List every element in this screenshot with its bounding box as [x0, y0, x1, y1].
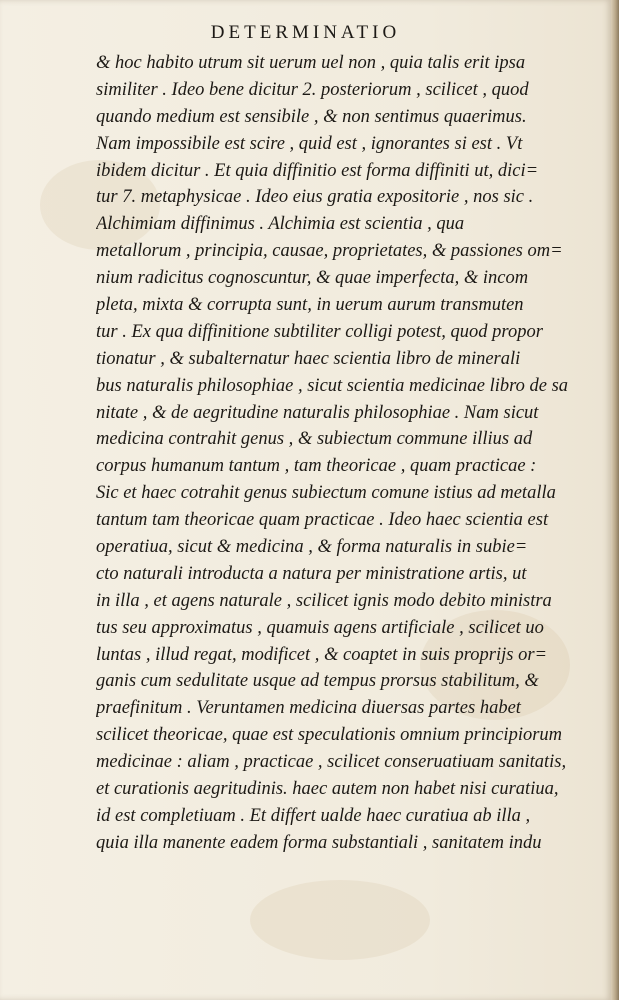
text-line: Sic et haec cotrahit genus subiectum comune istius ad metalla [96, 483, 556, 504]
text-line: pleta, mixta & corrupta sunt, in uerum aurum transmuten [96, 295, 524, 316]
text-line: tus seu approximatus , quamuis agens artificiale , scilicet uo [96, 617, 544, 638]
text-line: ibidem dicitur . Et quia diffinitio est forma diffiniti ut, dici= [96, 160, 539, 181]
text-line: Alchimiam diffinimus . Alchimia est scientia , qua [96, 214, 465, 235]
text-line: nitate , & de aegritudine naturalis philosophiae . Nam sicut [96, 402, 539, 423]
text-line: operatiua, sicut & medicina , & forma naturalis in subie= [96, 537, 528, 558]
text-line: & hoc habito utrum sit uerum uel non , quia talis erit ipsa [96, 53, 526, 73]
text-line: medicinae : aliam , practicae , scilicet conseruatiuam sanitatis, [96, 752, 567, 773]
text-line: tur 7. metaphysicae . Ideo eius gratia expositorie , nos sic . [96, 187, 534, 208]
text-line: in illa , et agens naturale , scilicet ignis modo debito ministra [96, 590, 552, 611]
running-head: DETERMINATIO [210, 22, 401, 43]
text-line: et curationis aegritudinis. haec autem non habet nisi curatiua, [96, 779, 559, 800]
text-line: bus naturalis philosophiae , sicut scientia medicinae libro de sa [96, 375, 569, 396]
paper-stain [250, 880, 430, 960]
text-line: nium radicitus cognoscuntur, & quae imperfecta, & incom [96, 268, 529, 289]
text-line: Nam impossibile est scire , quid est , ignorantes si est . Vt [96, 133, 523, 154]
text-line: medicina contrahit genus , & subiectum commune illius ad [96, 429, 533, 450]
text-line: corpus humanum tantum , tam theoricae , quam practicae : [96, 456, 537, 477]
text-line: id est completiuam . Et differt ualde haec curatiua ab illa , [96, 805, 531, 826]
text-line: luntas , illud regat, modificet , & coaptet in suis proprijs or= [96, 644, 548, 665]
text-line: tionatur , & subalternatur haec scientia libro de minerali [96, 348, 521, 369]
text-line: praefinitum . Veruntamen medicina diuersas partes habet [96, 698, 521, 719]
text-line: metallorum , principia, causae, proprietates, & passiones om= [96, 241, 563, 262]
text-line: quia illa manente eadem forma substantiali , sanitatem indu [96, 832, 542, 853]
text-line: cto naturali introducta a natura per ministratione artis, ut [96, 563, 527, 584]
body-text [96, 50, 592, 857]
text-line: tantum tam theoricae quam practicae . Ideo haec scientia est [96, 510, 549, 531]
text-line: similiter . Ideo bene dicitur 2. posteriorum , scilicet , quod [96, 79, 529, 100]
page-edge [611, 0, 619, 1000]
text-line: scilicet theoricae, quae est speculationis omnium principiorum [96, 725, 563, 746]
text-line: ganis cum sedulitate usque ad tempus prorsus stabilitum, & [96, 671, 539, 692]
text-line: tur . Ex qua diffinitione subtiliter colligi potest, quod propor [96, 321, 543, 342]
text-line: quando medium est sensibile , & non sentimus quaerimus. [96, 106, 527, 127]
